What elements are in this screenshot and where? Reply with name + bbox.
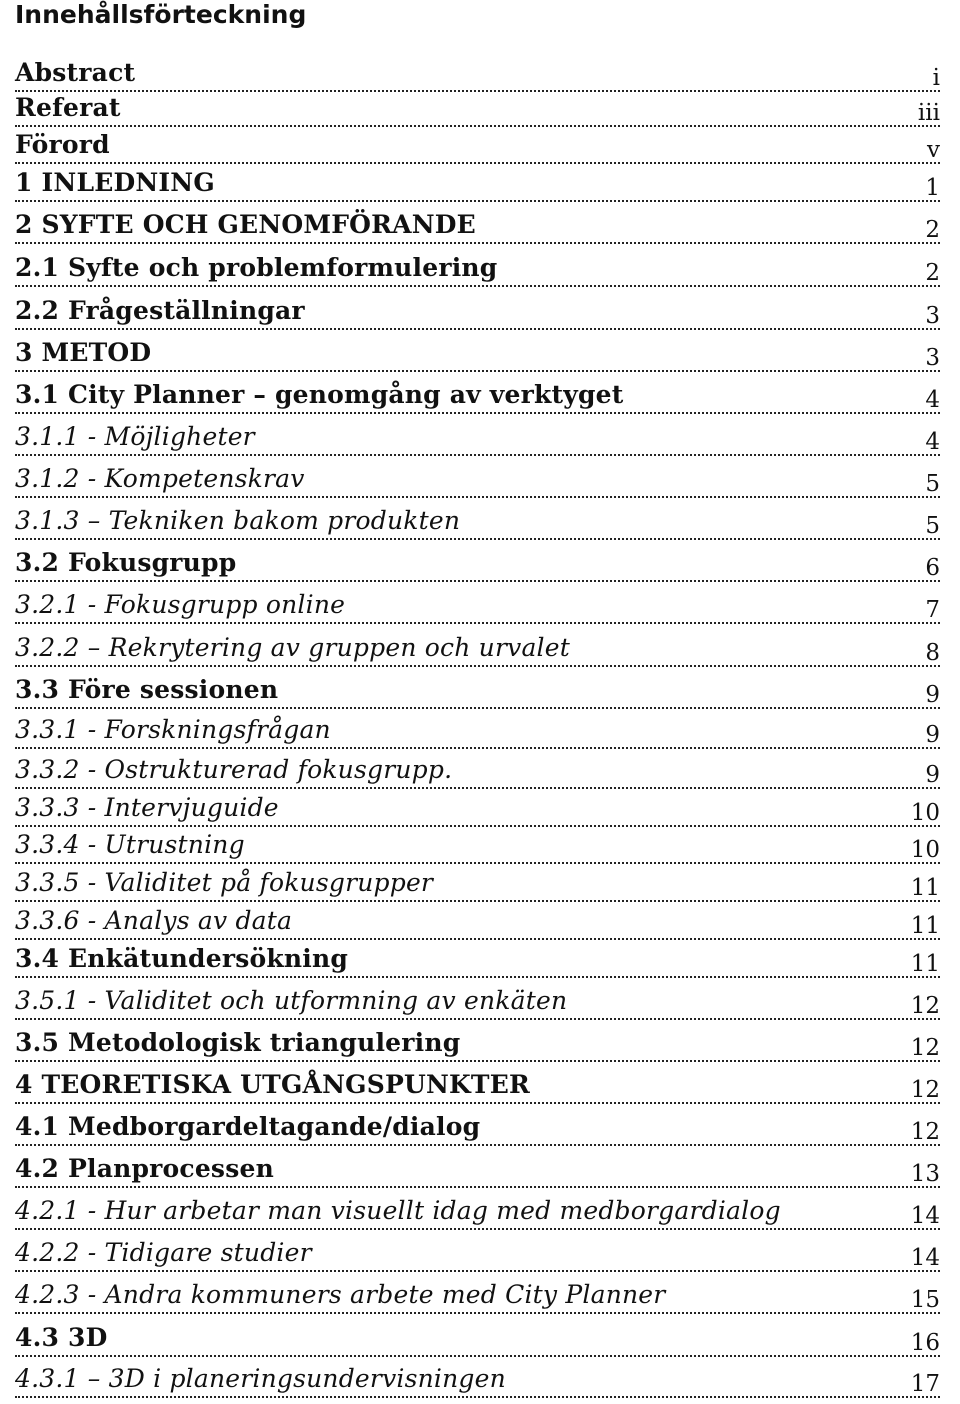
toc-entry[interactable] — [15, 168, 940, 202]
toc-entry-page-number: 2 — [925, 260, 940, 286]
toc-entry[interactable] — [15, 380, 940, 414]
toc-entry[interactable] — [15, 253, 940, 287]
toc-entry[interactable] — [15, 986, 940, 1020]
toc-entry-label: 4.2.1 - Hur arbetar man visuellt idag med medborgardialog — [15, 1196, 781, 1225]
toc-entry-label: 4.2.3 - Andra kommuners arbete med City Planner — [15, 1280, 666, 1309]
toc-entry-page-number: 12 — [910, 1119, 940, 1145]
toc-entry-label: 3.3.2 - Ostrukturerad fokusgrupp. — [15, 755, 453, 784]
toc-entry[interactable] — [15, 548, 940, 582]
toc-entry-label: 3.3.6 - Analys av data — [15, 906, 293, 935]
toc-entry-label: 3.3.1 - Forskningsfrågan — [15, 715, 331, 744]
toc-entry-page-number: 9 — [925, 762, 940, 788]
page-title: Innehållsförteckning — [15, 0, 307, 29]
toc-entry-page-number: 12 — [910, 1035, 940, 1061]
toc-entry-page-number: 2 — [925, 217, 940, 243]
toc-entry-page-number: 11 — [910, 913, 940, 939]
toc-entry-label: 3.1 City Planner – genomgång av verktyget — [15, 380, 624, 409]
toc-entry-page-number: 4 — [925, 429, 940, 455]
toc-entry-label: 3.1.2 - Kompetenskrav — [15, 464, 305, 493]
toc-entry-page-number: 10 — [910, 800, 940, 826]
toc-entry-label: 2.2 Frågeställningar — [15, 296, 305, 325]
toc-entry[interactable] — [15, 1364, 940, 1398]
toc-entry-label: 3.3.3 - Intervjuguide — [15, 793, 279, 822]
toc-entry-label: 4.3.1 – 3D i planeringsundervisningen — [15, 1364, 506, 1393]
toc-entry-page-number: 14 — [910, 1245, 940, 1271]
toc-entry[interactable] — [15, 715, 940, 749]
toc-entry-page-number: iii — [917, 100, 940, 126]
toc-entry-page-number: 11 — [910, 951, 940, 977]
toc-entry[interactable] — [15, 506, 940, 540]
toc-entry-page-number: 3 — [925, 303, 940, 329]
toc-entry[interactable] — [15, 1154, 940, 1188]
toc-entry-page-number: 17 — [910, 1371, 940, 1397]
toc-entry[interactable] — [15, 830, 940, 864]
toc-entry-label: 4.2.2 - Tidigare studier — [15, 1238, 312, 1267]
toc-entry-label: 3.5.1 - Validitet och utformning av enkäten — [15, 986, 568, 1015]
toc-entry[interactable] — [15, 793, 940, 827]
toc-entry-label: 3.2 Fokusgrupp — [15, 548, 237, 577]
toc-entry-label: 4.3 3D — [15, 1323, 108, 1352]
toc-entry-page-number: 10 — [910, 837, 940, 863]
toc-entry[interactable] — [15, 633, 940, 667]
toc-entry-page-number: 13 — [910, 1161, 940, 1187]
toc-entry[interactable] — [15, 1323, 940, 1357]
toc-entry-label: 3.2.1 - Fokusgrupp online — [15, 590, 346, 619]
toc-entry-label: 3.3 Före sessionen — [15, 675, 279, 704]
toc-entry[interactable] — [15, 675, 940, 709]
toc-entry-page-number: 5 — [925, 513, 940, 539]
toc-entry-page-number: 1 — [925, 175, 940, 201]
toc-entry[interactable] — [15, 944, 940, 978]
toc-entry[interactable] — [15, 1238, 940, 1272]
toc-entry-label: 4 TEORETISKA UTGÅNGSPUNKTER — [15, 1070, 530, 1099]
toc-entry-label: 4.1 Medborgardeltagande/dialog — [15, 1112, 481, 1141]
toc-entry-label: 3 METOD — [15, 338, 152, 367]
toc-entry[interactable] — [15, 58, 940, 92]
toc-entry-label: 2.1 Syfte och problemformulering — [15, 253, 498, 282]
toc-entry[interactable] — [15, 1196, 940, 1230]
toc-entry-page-number: 7 — [925, 597, 940, 623]
toc-entry[interactable] — [15, 868, 940, 902]
toc-entry-label: 3.5 Metodologisk triangulering — [15, 1028, 461, 1057]
toc-entry-page-number: i — [932, 65, 940, 91]
toc-entry-label: 3.3.5 - Validitet på fokusgrupper — [15, 868, 434, 897]
toc-entry-label: Abstract — [15, 58, 136, 87]
toc-entry-label: 1 INLEDNING — [15, 168, 215, 197]
toc-entry-page-number: 5 — [925, 471, 940, 497]
toc-entry[interactable] — [15, 906, 940, 940]
toc-entry-label: Referat — [15, 93, 121, 122]
toc-entry-label: 3.1.1 - Möjligheter — [15, 422, 255, 451]
toc-entry-page-number: 3 — [925, 345, 940, 371]
toc-entry[interactable] — [15, 422, 940, 456]
toc-entry[interactable] — [15, 338, 940, 372]
toc-entry[interactable] — [15, 210, 940, 244]
toc-entry-page-number: 15 — [910, 1287, 940, 1313]
toc-entry-label: Förord — [15, 130, 110, 159]
toc-entry-page-number: 12 — [910, 993, 940, 1019]
toc-entry-page-number: 16 — [910, 1330, 940, 1356]
toc-entry[interactable] — [15, 590, 940, 624]
toc-entry[interactable] — [15, 1112, 940, 1146]
toc-entry-label: 4.2 Planprocessen — [15, 1154, 274, 1183]
toc-entry[interactable] — [15, 464, 940, 498]
toc-entry-label: 3.4 Enkätundersökning — [15, 944, 349, 973]
toc-entry-page-number: 9 — [925, 722, 940, 748]
toc-entry-label: 3.1.3 – Tekniken bakom produkten — [15, 506, 461, 535]
toc-entry-page-number: 6 — [925, 555, 940, 581]
toc-entry-label: 2 SYFTE OCH GENOMFÖRANDE — [15, 210, 476, 239]
toc-entry[interactable] — [15, 296, 940, 330]
toc-entry-page-number: 12 — [910, 1077, 940, 1103]
toc-entry[interactable] — [15, 1070, 940, 1104]
toc-entry-label: 3.3.4 - Utrustning — [15, 830, 245, 859]
toc-entry-page-number: 14 — [910, 1203, 940, 1229]
toc-entry[interactable] — [15, 1280, 940, 1314]
toc-entry[interactable] — [15, 755, 940, 789]
toc-entry[interactable] — [15, 130, 940, 164]
toc-entry-page-number: v — [927, 137, 940, 163]
toc-entry-page-number: 4 — [925, 387, 940, 413]
toc-entry-page-number: 11 — [910, 875, 940, 901]
toc-entry[interactable] — [15, 1028, 940, 1062]
toc-entry-page-number: 9 — [925, 682, 940, 708]
toc-entry[interactable] — [15, 93, 940, 127]
toc-entry-label: 3.2.2 – Rekrytering av gruppen och urvalet — [15, 633, 570, 662]
toc-entry-page-number: 8 — [925, 640, 940, 666]
